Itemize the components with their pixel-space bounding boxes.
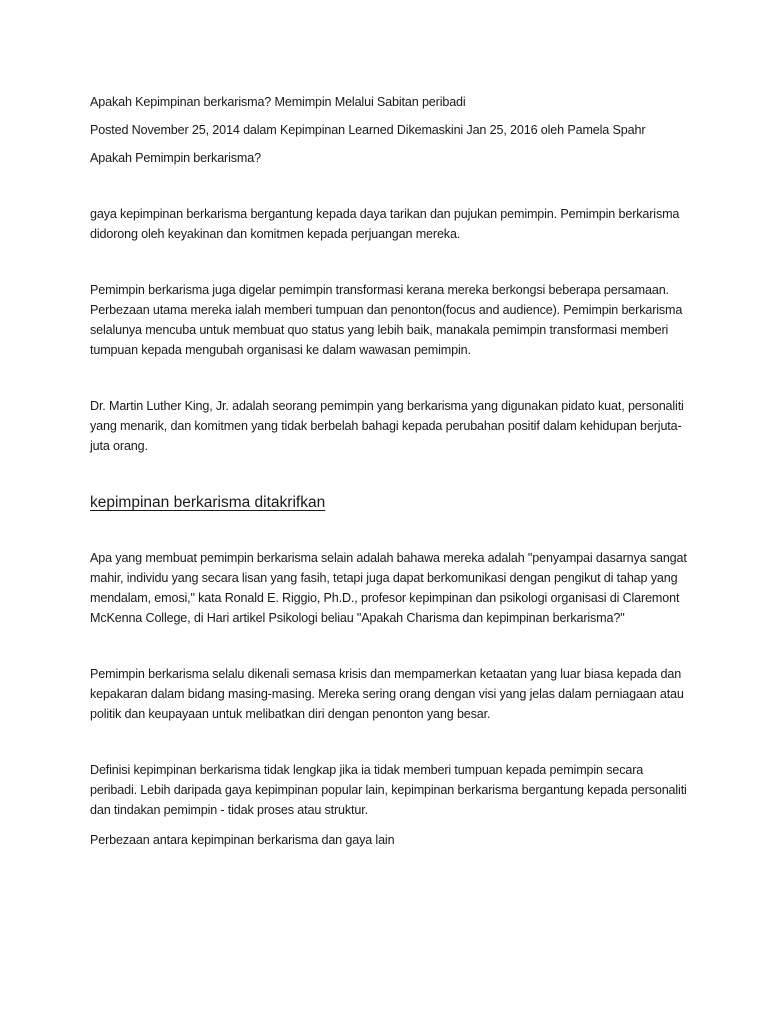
paragraph-2: Pemimpin berkarisma juga digelar pemimpin transformasi kerana mereka berkongsi beberapa persamaan. Perbezaan utama mereka ialah memberi tumpuan dan penonton(focus and audience). Pemimpin berkarisma selalunya mencuba untuk membuat quo status yang lebih baik, manakala pemimpin transformasi memberi tumpuan kepada mengubah organisasi ke dalam wawasan pemimpin. xyxy=(90,283,683,357)
article-title: Apakah Kepimpinan berkarisma? Memimpin Melalui Sabitan peribadi xyxy=(90,95,466,109)
paragraph-3: Dr. Martin Luther King, Jr. adalah seorang pemimpin yang berkarisma yang digunakan pidato kuat, personaliti yang menarik, dan komitmen yang tidak berbelah bahagi kepada perubahan positif dalam kehidupan berjuta-juta orang. xyxy=(90,399,684,453)
paragraph-5: Pemimpin berkarisma selalu dikenali semasa krisis dan mempamerkan ketaatan yang luar biasa kepada dan kepakaran dalam bidang masing-masing. Mereka sering orang dengan visi yang jelas dalam perniagaan atau politik dan keupayaan untuk melibatkan diri dengan penonton yang besar. xyxy=(90,667,684,721)
paragraph-4: Apa yang membuat pemimpin berkarisma selain adalah bahawa mereka adalah "penyampai dasarnya sangat mahir, individu yang secara lisan yang fasih, tetapi juga dapat berkomunikasi dengan pengikut di tahap yang mendalam, emosi," kata Ronald E. Riggio, Ph.D., profesor kepimpinan dan psikologi organisasi di Claremont McKenna College, di Hari artikel Psikologi beliau "Apakah Charisma dan kepimpinan berkarisma?" xyxy=(90,551,687,625)
section-heading: kepimpinan berkarisma ditakrifkan xyxy=(90,494,326,511)
paragraph-7: Perbezaan antara kepimpinan berkarisma dan gaya lain xyxy=(90,833,395,847)
question-line: Apakah Pemimpin berkarisma? xyxy=(90,151,261,165)
document-body xyxy=(90,92,690,850)
paragraph-6: Definisi kepimpinan berkarisma tidak lengkap jika ia tidak memberi tumpuan kepada pemimpin secara peribadi. Lebih daripada gaya kepimpinan popular lain, kepimpinan berkarisma bergantung kepada personaliti dan tindakan pemimpin - tidak proses atau struktur. xyxy=(90,763,687,817)
paragraph-1: gaya kepimpinan berkarisma bergantung kepada daya tarikan dan pujukan pemimpin. Pemimpin berkarisma didorong oleh keyakinan dan komitmen kepada perjuangan mereka. xyxy=(90,207,680,241)
posted-meta: Posted November 25, 2014 dalam Kepimpinan Learned Dikemaskini Jan 25, 2016 oleh Pamela Spahr xyxy=(90,123,646,137)
